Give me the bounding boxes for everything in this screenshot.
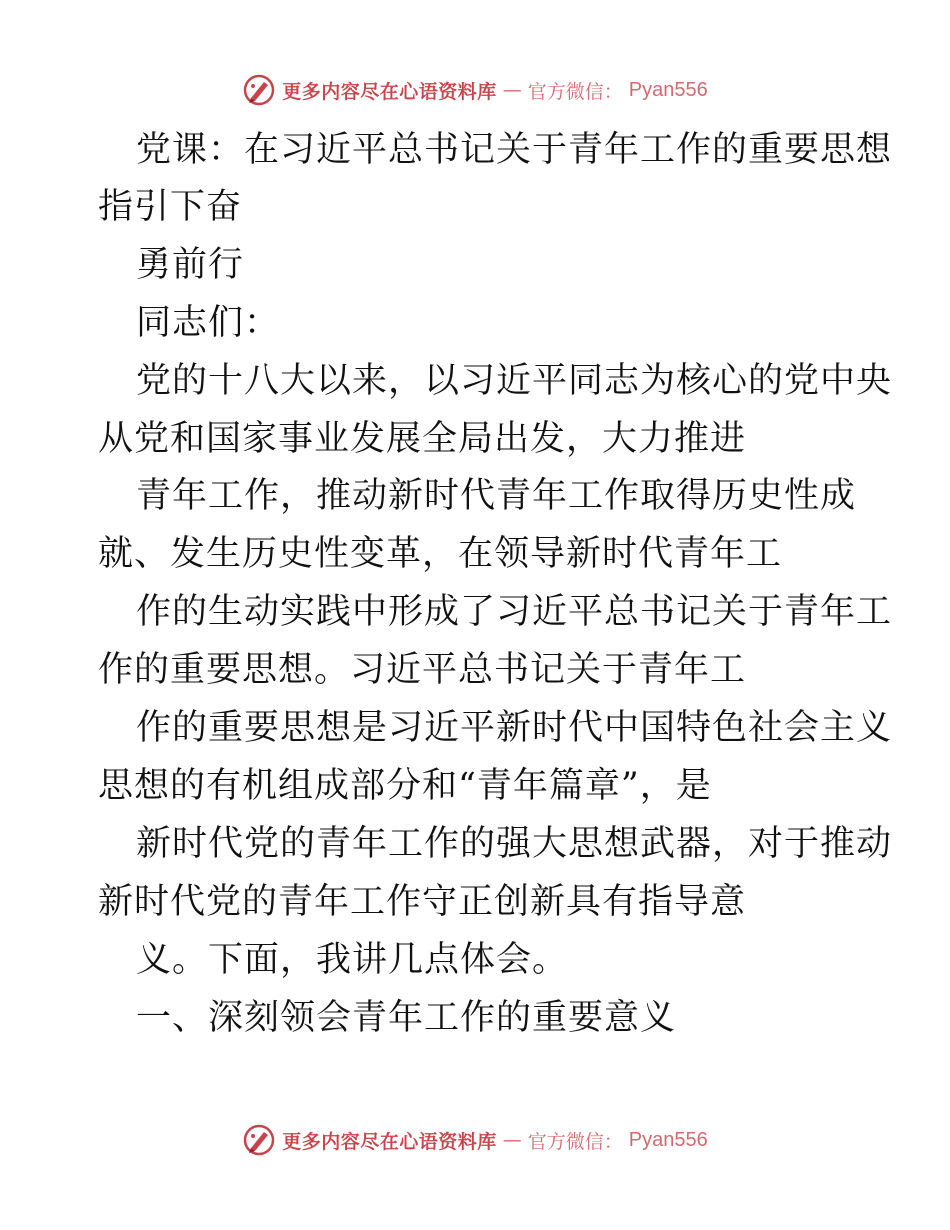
banner-contact-label: 官方微信： [527, 1130, 623, 1153]
banner-brand-text: 更多内容尽在心语资料库 [282, 1130, 497, 1153]
header-banner [0, 70, 950, 110]
doc-salutation: 同志们： [136, 303, 281, 343]
banner-brand-text: 更多内容尽在心语资料库 [282, 80, 497, 103]
doc-paragraph-line: 新时代党的青年工作的强大思想武器，对于推动 [136, 824, 893, 864]
banner-contact-id: Pyan556 [628, 78, 708, 101]
doc-paragraph-line: 青年工作，推动新时代青年工作取得历史性成 [136, 476, 857, 516]
doc-title-line-3: 勇前行 [136, 245, 245, 285]
doc-title-line-2: 指引下奋 [98, 187, 243, 227]
banner-separator: — [502, 79, 522, 101]
banner-contact-label: 官方微信： [527, 80, 623, 103]
doc-title-line-1: 党课：在习近平总书记关于青年工作的重要思想 [136, 130, 893, 170]
doc-paragraph-line: 义。下面，我讲几点体会。 [136, 940, 569, 980]
footer-banner [0, 1120, 950, 1160]
banner-separator: — [502, 1129, 522, 1151]
doc-paragraph-line: 从党和国家事业发展全局出发，大力推进 [98, 419, 747, 459]
doc-paragraph-line: 思想的有机组成部分和“青年篇章”，是 [98, 766, 712, 806]
banner-contact-id: Pyan556 [628, 1128, 708, 1151]
doc-paragraph-line: 作的生动实践中形成了习近平总书记关于青年工 [136, 592, 893, 632]
doc-paragraph-line: 作的重要思想。习近平总书记关于青年工 [98, 650, 747, 690]
doc-paragraph-line: 新时代党的青年工作守正创新具有指导意 [98, 882, 747, 922]
doc-paragraph-line: 作的重要思想是习近平新时代中国特色社会主义 [136, 708, 893, 748]
doc-paragraph-line: 就、发生历史性变革，在领导新时代青年工 [98, 534, 783, 574]
doc-section-heading: 一、深刻领会青年工作的重要意义 [136, 998, 677, 1038]
pen-logo-icon [242, 73, 276, 107]
pen-logo-icon [242, 1123, 276, 1157]
doc-paragraph-line: 党的十八大以来，以习近平同志为核心的党中央 [136, 361, 893, 401]
